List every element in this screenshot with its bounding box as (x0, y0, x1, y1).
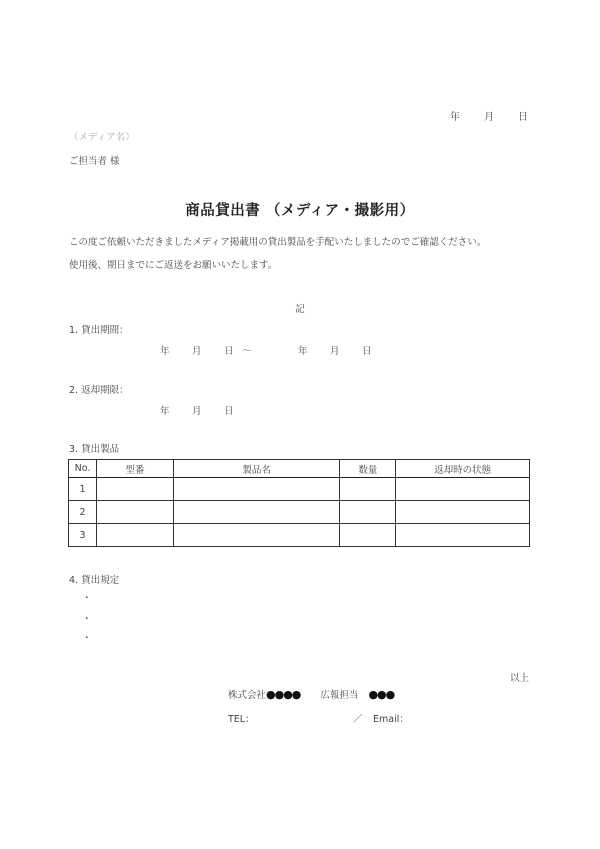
period-year2-label: 年 (298, 346, 308, 357)
products-table (68, 459, 530, 547)
cell-model (96, 478, 173, 501)
date-year-label: 年 (450, 112, 460, 123)
rule-bullet: ・ (82, 593, 92, 604)
period-tilde: ～ (242, 346, 252, 357)
rule-bullet: ・ (82, 633, 92, 644)
cell-product-name (173, 501, 340, 524)
table-row (69, 524, 530, 547)
rules-heading: 4. 貸出規定 (69, 575, 120, 586)
row-number: 1 (69, 478, 97, 501)
cell-quantity (340, 478, 396, 501)
period-year-label: 年 (160, 346, 170, 357)
pr-name-dots: ●●● (368, 687, 395, 701)
cell-return-condition (396, 524, 530, 547)
return-day-label: 日 (224, 406, 234, 417)
products-heading: 3. 貸出製品 (69, 444, 120, 455)
period-month2-label: 月 (330, 346, 340, 357)
table-row (69, 478, 530, 501)
recipient-line: ご担当者 様 (69, 156, 120, 167)
cell-return-condition (396, 478, 530, 501)
company-label: 株式会社 (228, 690, 267, 701)
table-row (69, 501, 530, 524)
company-line (228, 687, 394, 701)
period-dates (160, 343, 372, 357)
closing-ijo: 以上 (509, 673, 529, 684)
cell-model (96, 524, 173, 547)
email-label: Email： (373, 714, 409, 725)
return-heading: 2. 返却期限： (69, 385, 129, 396)
cell-return-condition (396, 501, 530, 524)
rule-bullet: ・ (82, 614, 92, 625)
cell-quantity (340, 501, 396, 524)
period-day-label: 日 (224, 346, 234, 357)
return-year-label: 年 (160, 406, 170, 417)
document-title: 商品貸出書 （メディア・撮影用） (185, 203, 415, 219)
cell-product-name (173, 478, 340, 501)
tel-label: TEL： (228, 714, 255, 725)
intro-line-1: この度ご依頼いただきましたメディア掲載用の貸出製品を手配いたしましたのでご確認ください。 (69, 237, 487, 248)
date-month-label: 月 (484, 112, 494, 123)
pr-label: 広報担当 (320, 690, 359, 701)
period-heading: 1. 貸出期間： (69, 325, 129, 336)
cell-quantity (340, 524, 396, 547)
row-number: 3 (69, 524, 97, 547)
contact-slash: ／ (353, 714, 363, 725)
period-month-label: 月 (192, 346, 202, 357)
ki-heading: 記 (295, 304, 305, 315)
intro-line-2: 使用後、期日までにご返送をお願いいたします。 (69, 260, 278, 271)
contact-line (228, 711, 409, 725)
return-month-label: 月 (192, 406, 202, 417)
col-header-quantity: 数量 (340, 460, 396, 478)
products-table-header (69, 460, 530, 478)
date-day-label: 日 (518, 112, 528, 123)
col-header-product-name: 製品名 (173, 460, 340, 478)
company-name-dots: ●●●● (266, 687, 301, 701)
col-header-model: 型番 (96, 460, 173, 478)
col-header-no: No. (69, 460, 97, 478)
period-day2-label: 日 (362, 346, 372, 357)
cell-model (96, 501, 173, 524)
document-date (450, 108, 528, 123)
row-number: 2 (69, 501, 97, 524)
cell-product-name (173, 524, 340, 547)
return-date (160, 403, 234, 417)
media-name-placeholder: （メディア名） (69, 132, 135, 143)
col-header-return-condition: 返却時の状態 (396, 460, 530, 478)
